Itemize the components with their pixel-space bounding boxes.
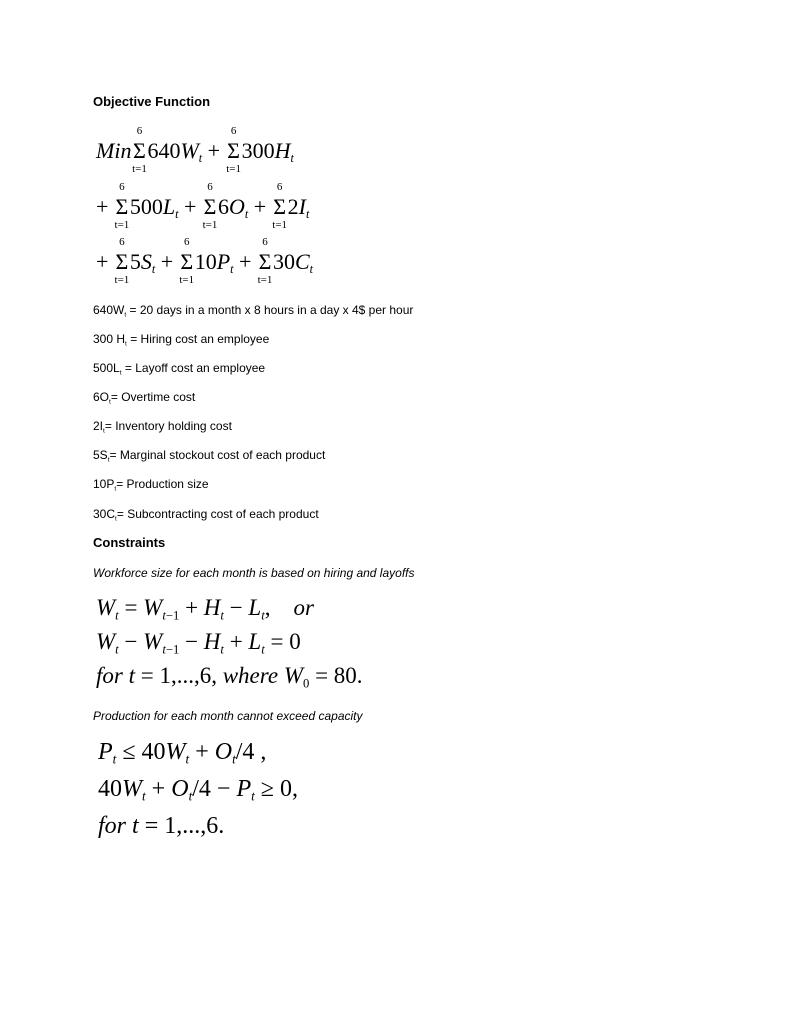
objective-eq-line-2: + 6 Σ t=1 $500L_t$ + 6 Σ t=1 $6O_t$ + 6 Σ t=1 $2I_t$ — [96, 181, 310, 231]
workforce-eq-line-1: $W_t = W_t-1 + H_t - L_t$, or — [96, 595, 314, 623]
objective-eq-line-3: + 6 Σ t=1 $5S_t$ + 6 Σ t=1 $10P_t$ + 6 Σ t=1 $30C_t$ — [96, 236, 314, 286]
definition-layoff: 500Lt = Layoff cost an employee — [93, 361, 266, 377]
production-eq-line-3: for t = 1,...,6. — [98, 813, 225, 839]
definition-production: 10Pt= Production size — [93, 477, 209, 493]
definition-overtime: 6Ot= Overtime cost — [93, 390, 196, 406]
definition-subcontracting: 30Ct= Subcontracting cost of each product — [93, 507, 319, 523]
workforce-eq-line-3: for t = 1,...,6, where W0 = 80. — [96, 663, 363, 691]
definition-inventory: 2It= Inventory holding cost — [93, 419, 232, 435]
objective-heading: Objective Function — [93, 94, 211, 109]
objective-eq-line-1: Min 6 Σ t=1 $640W_t$ + 6 Σ t=1 $300H_t$ — [96, 125, 294, 175]
definition-wages: 640Wt = 20 days in a month x 8 hours in a day x 4$ per hour — [93, 303, 414, 319]
workforce-caption: Workforce size for each month is based on hiring and layoffs — [93, 566, 415, 580]
constraints-heading: Constraints — [93, 535, 166, 550]
production-eq-line-2: $40W_t + O_t/4 - P_t \ge 0$, — [98, 776, 298, 804]
definition-stockout: 5St= Marginal stockout cost of each product — [93, 448, 326, 464]
workforce-eq-line-2: $W_t - W_t-1 - H_t + L_t = 0$ — [96, 629, 301, 657]
definition-hiring: 300 Ht = Hiring cost an employee — [93, 332, 270, 348]
production-caption: Production for each month cannot exceed capacity — [93, 709, 363, 723]
production-eq-line-1: $P_t \le 40W_t + O_t/4$ , — [98, 739, 267, 767]
